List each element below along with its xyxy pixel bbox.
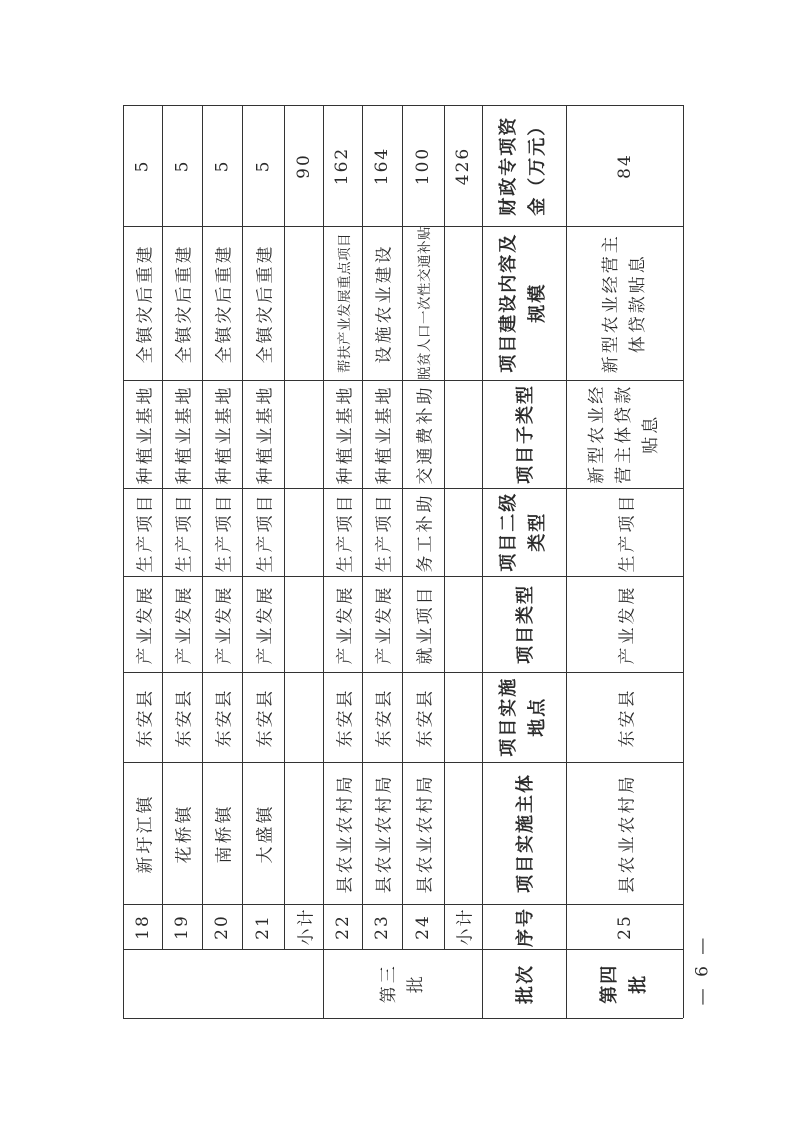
cell-type: 就业项目 [415,584,436,664]
row-7-subject [402,762,444,904]
row-3-level2 [242,488,284,576]
cell-funds: 5 [211,159,232,172]
row-0-type [123,576,162,672]
cell-sub: 种植业基地 [374,384,395,484]
row-6-funds [362,105,402,226]
row-0-content [123,226,162,380]
cell-level2: 生产项目 [174,492,195,572]
cell-level2: 生产项目 [374,492,395,572]
b4-content [566,226,683,380]
cell-content: 设施农业建设 [374,243,395,363]
batch-3-cell [323,949,482,1018]
row-7-content [402,226,444,380]
b4-no [566,904,683,949]
row-7-no [402,904,444,949]
cell-site: 东安县 [255,687,276,747]
row-1-type [162,576,202,672]
header-level2 [482,488,566,576]
cell-content: 全镇灾后重建 [214,243,235,363]
header-funds [482,105,566,226]
cell-site: 东安县 [135,687,155,747]
cell-sub: 交通费补助 [415,384,436,484]
cell-site: 东安县 [374,687,395,747]
cell-funds: 164 [371,146,392,185]
row-divider-4 [284,105,285,949]
cell-level2: 生产项目 [255,492,276,572]
row-0-site [123,672,162,762]
row-2-funds [202,105,242,226]
b4-level2-value: 生产项目 [617,492,637,572]
b4-content-value: 新型农业经营主 体贷款贴息 [600,233,648,373]
row-2-subject [202,762,242,904]
cell-site: 东安县 [214,687,235,747]
row-1-subject [162,762,202,904]
header-no [482,904,566,949]
row-6-site [362,672,402,762]
cell-sub: 种植业基地 [335,384,355,484]
cell-no: 18 [132,913,153,940]
row-0-funds [123,105,162,226]
row-6-type [362,576,402,672]
row-6-level2 [362,488,402,576]
header-type [482,576,566,672]
row-5-funds [323,105,362,226]
cell-funds: 100 [412,146,433,185]
b4-site-value: 东安县 [617,687,637,747]
b4-site [566,672,683,762]
row-1-level2 [162,488,202,576]
cell-level2: 生产项目 [214,492,235,572]
row-6-sub [362,380,402,488]
page-number: — 6 — [692,934,712,1006]
cell-subject: 大盛镇 [255,803,276,863]
row-3-subject [242,762,284,904]
header-content [482,226,566,380]
cell-no: 21 [252,913,273,940]
b4-level2 [566,488,683,576]
row-5-type [323,576,362,672]
cell-funds: 90 [293,152,314,179]
cell-site: 东安县 [415,687,436,747]
row-6-content [362,226,402,380]
b4-no-value: 25 [614,913,635,940]
cell-level2: 务工补助 [415,492,436,572]
header-no-label: 序号 [515,906,536,947]
row-0-subject [123,762,162,904]
cell-no: 小计 [296,907,316,946]
cell-subject: 县农业农村局 [335,773,355,893]
row-2-level2 [202,488,242,576]
cell-site: 东安县 [335,687,355,747]
table-border-right [683,105,684,1018]
cell-no: 23 [371,913,392,940]
header-subject-label: 项目实施主体 [515,773,536,893]
cell-sub: 种植业基地 [174,384,195,484]
cell-type: 产业发展 [135,584,155,664]
header-subject [482,762,566,904]
cell-level2: 生产项目 [335,492,355,572]
row-1-no [162,904,202,949]
row-6-no [362,904,402,949]
row-6-subject [362,762,402,904]
row-8-funds [444,105,482,226]
row-7-sub [402,380,444,488]
cell-no: 22 [332,913,353,940]
cell-subject: 县农业农村局 [374,773,395,893]
header-batch-label: 批次 [515,963,536,1004]
cell-sub: 种植业基地 [135,384,155,484]
row-3-site [242,672,284,762]
cell-site: 东安县 [174,687,195,747]
row-7-level2 [402,488,444,576]
row-2-sub [202,380,242,488]
row-0-level2 [123,488,162,576]
cell-content: 帮扶产业发展重点项目 [336,233,353,373]
row-5-sub [323,380,362,488]
header-site-label: 项目实施 地点 [498,677,548,757]
batch-3-label: 第三 批 [378,963,426,1004]
b4-type [566,576,683,672]
cell-no: 小计 [455,907,476,946]
header-type-label: 项目类型 [515,584,536,664]
b4-batch-label: 第四 批 [598,963,649,1004]
b4-sub [566,380,683,488]
b4-funds [566,105,683,226]
row-8-no [444,904,482,949]
row-7-funds [402,105,444,226]
cell-type: 产业发展 [374,584,395,664]
row-2-no [202,904,242,949]
row-7-type [402,576,444,672]
header-sub-label: 项目子类型 [515,384,536,484]
row-0-sub [123,380,162,488]
cell-no: 19 [171,913,192,940]
cell-content: 全镇灾后重建 [174,243,195,363]
cell-level2: 生产项目 [135,492,155,572]
table-border-bottom [123,1018,683,1019]
cell-type: 产业发展 [255,584,276,664]
row-1-sub [162,380,202,488]
row-3-content [242,226,284,380]
cell-sub: 种植业基地 [214,384,235,484]
cell-funds: 426 [453,146,474,185]
row-2-site [202,672,242,762]
header-sub [482,380,566,488]
b4-batch [566,949,683,1018]
row-3-funds [242,105,284,226]
b4-sub-value: 新型农业经 营主体贷款 贴息 [586,384,662,484]
row-5-content [323,226,362,380]
row-divider-8 [444,105,445,949]
row-3-no [242,904,284,949]
cell-subject: 县农业农村局 [415,773,436,893]
row-3-sub [242,380,284,488]
cell-type: 产业发展 [174,584,195,664]
cell-subject: 南桥镇 [214,803,235,863]
cell-no: 20 [211,913,232,940]
cell-subject: 花桥镇 [174,803,195,863]
b4-subject-value: 县农业农村局 [617,773,637,893]
row-3-type [242,576,284,672]
b4-funds-value: 84 [614,152,635,179]
cell-subject: 新圩江镇 [135,793,155,873]
cell-content: 脱贫人口一次性交通补贴 [417,226,433,380]
cell-content: 全镇灾后重建 [135,243,155,363]
b4-type-value: 产业发展 [617,584,637,664]
cell-funds: 5 [252,159,273,172]
row-5-no [323,904,362,949]
row-2-content [202,226,242,380]
cell-type: 产业发展 [335,584,355,664]
row-7-site [402,672,444,762]
header-batch [482,949,566,1018]
row-0-no [123,904,162,949]
row-1-site [162,672,202,762]
header-funds-label: 财政专项资 金（万元） [498,115,548,216]
cell-funds: 162 [332,146,353,185]
cell-content: 全镇灾后重建 [255,243,276,363]
row-1-funds [162,105,202,226]
cell-type: 产业发展 [214,584,235,664]
row-4-no [284,904,323,949]
row-4-funds [284,105,323,226]
row-5-subject [323,762,362,904]
row-5-site [323,672,362,762]
cell-funds: 5 [171,159,192,172]
b4-subject [566,762,683,904]
cell-funds: 5 [132,159,153,172]
cell-no: 24 [412,913,433,940]
row-2-type [202,576,242,672]
row-5-level2 [323,488,362,576]
row-1-content [162,226,202,380]
header-site [482,672,566,762]
header-content-label: 项目建设内容及 规模 [498,233,548,373]
header-level2-label: 项目二级 类型 [498,492,548,572]
cell-sub: 种植业基地 [255,384,276,484]
